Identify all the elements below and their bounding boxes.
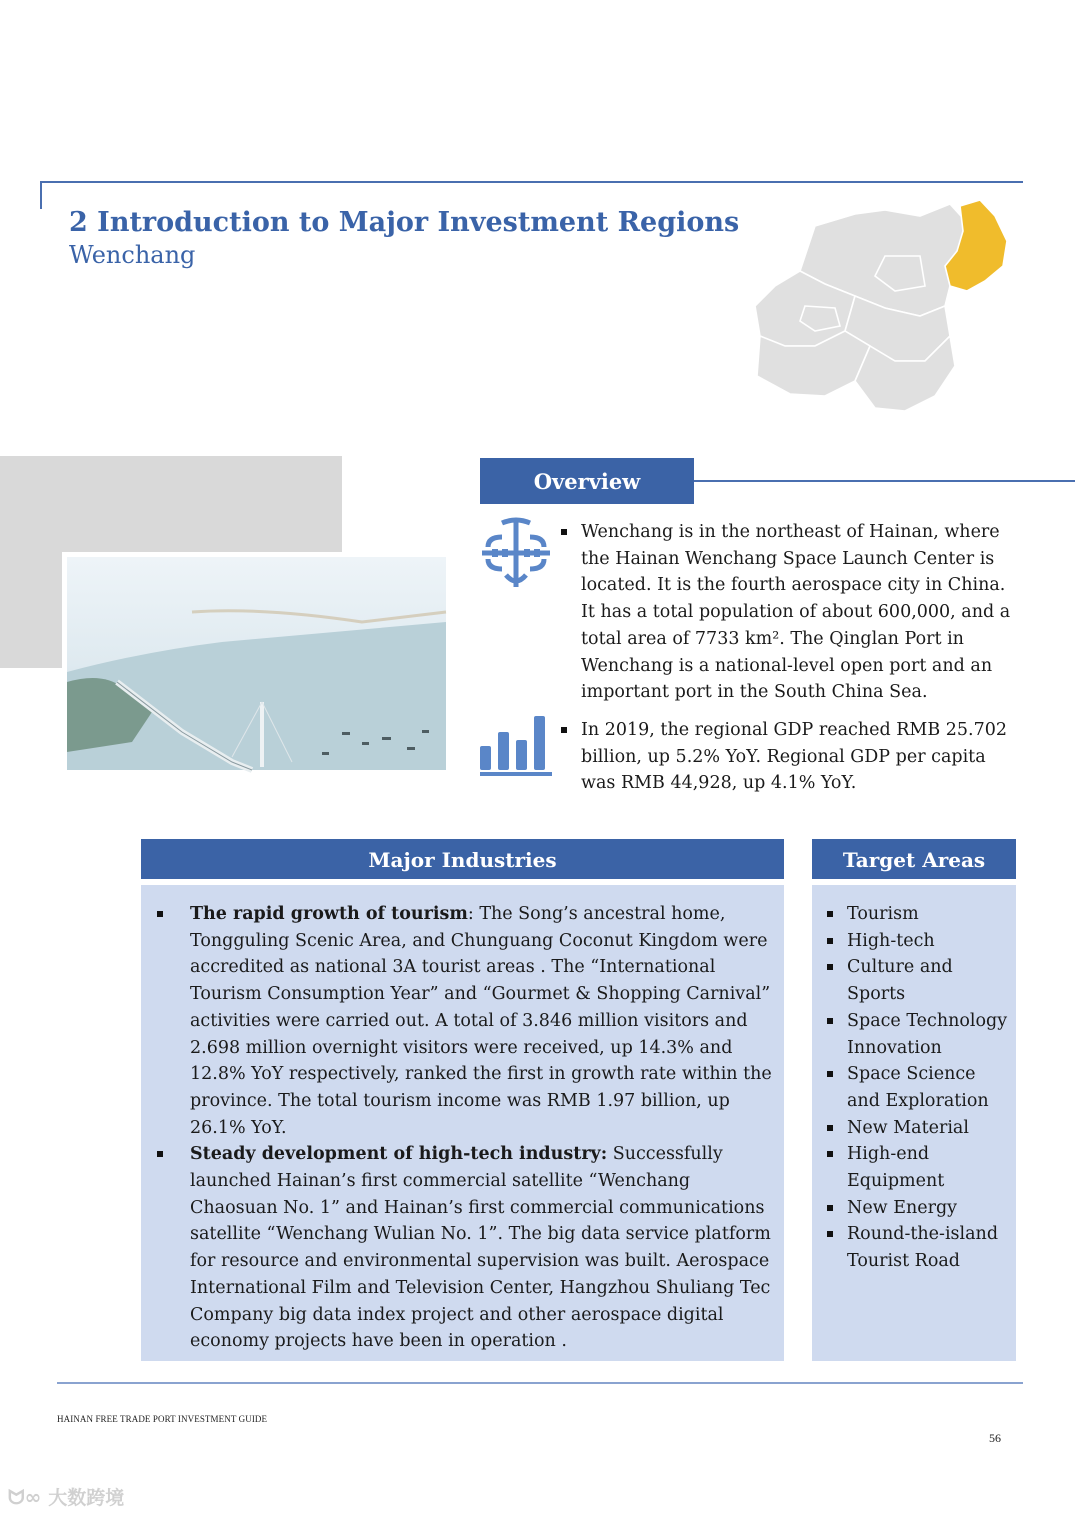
industry-item-text: : The Song’s ancestral home, Tongguling Scenic Area, and Chunguang Coconut Kingdom were accredited as national 3A tourist areas . The “International Tourism Consumption Year” and “Gourmet & Shopping Carnival” activities were carried out. A total of 3.846 million visitors and 2.698 million overnight visitors were received, up 14.3% and 12.8% YoY respectively, ranked the first in growth rate within the province. The total tourism income was RMB 1.97 billion, up 26.1% YoY. xyxy=(190,904,772,1138)
target-area-item: New Material xyxy=(826,1115,1011,1142)
page-number: 56 xyxy=(989,1431,1001,1445)
page-title: 2 Introduction to Major Investment Regions xyxy=(69,207,740,238)
major-industries-list xyxy=(155,901,775,1355)
major-industries-heading: Major Industries xyxy=(141,839,784,879)
target-area-item: Round-the-island Tourist Road xyxy=(826,1221,1011,1274)
target-area-item: Space Science and Exploration xyxy=(826,1061,1011,1114)
map-other-regions xyxy=(755,204,970,411)
watermark xyxy=(8,1483,124,1510)
overview-item-location: Wenchang is in the northeast of Hainan, where the Hainan Wenchang Space Launch Center is located. It is the fourth aerospace city in China. It has a total population of about 600,000, and a total area of 7733 km². The Qinglan Port in Wenchang is a national-level open port and an important port in the South China Sea. xyxy=(560,519,1020,706)
overview-item-gdp: In 2019, the regional GDP reached RMB 25.702 billion, up 5.2% YoY. Regional GDP per capita was RMB 44,928, up 4.1% YoY. xyxy=(560,717,1020,797)
footer-rule xyxy=(57,1382,1023,1384)
target-area-item: Tourism xyxy=(826,901,1011,928)
target-areas-list xyxy=(826,901,1011,1275)
header-rule xyxy=(40,181,1023,183)
target-area-item: New Energy xyxy=(826,1195,1011,1222)
hainan-map xyxy=(745,196,1015,421)
industry-item-lead: The rapid growth of tourism xyxy=(190,904,468,924)
industry-item-high-tech xyxy=(155,1141,775,1355)
target-areas-heading: Target Areas xyxy=(812,839,1016,879)
industry-item-text: Successfully launched Hainan’s first commercial satellite “Wenchang Chaosuan No. 1” and Hainan’s first commercial communications satellite “Wenchang Wulian No. 1”. The big data service platform for resource and environmental supervision was built. Aerospace International Film and Television Center, Hangzhou Shuliang Tec Company big data index project and other aerospace digital economy projects have been in operation . xyxy=(190,1144,771,1352)
rocket-launch-icon xyxy=(478,515,554,591)
overview-list xyxy=(560,519,1020,808)
overview-rule xyxy=(694,480,1075,482)
bridge-photo xyxy=(62,552,450,775)
page-subtitle: Wenchang xyxy=(69,241,196,269)
industry-item-tourism xyxy=(155,901,775,1141)
watermark-logo-icon: ᗢ∞ xyxy=(8,1485,49,1509)
target-area-item: High-tech xyxy=(826,928,1011,955)
target-area-item: Space Technology Innovation xyxy=(826,1008,1011,1061)
header-rule-tick xyxy=(40,181,42,209)
target-area-item: High-end Equipment xyxy=(826,1141,1011,1194)
target-area-item: Culture and Sports xyxy=(826,954,1011,1007)
footer-guide-name: HAINAN FREE TRADE PORT INVESTMENT GUIDE xyxy=(57,1414,268,1424)
industry-item-lead: Steady development of high-tech industry: xyxy=(190,1144,608,1165)
bar-chart-icon xyxy=(478,712,554,778)
watermark-text: 大数跨境 xyxy=(48,1487,125,1509)
overview-heading: Overview xyxy=(480,458,694,504)
